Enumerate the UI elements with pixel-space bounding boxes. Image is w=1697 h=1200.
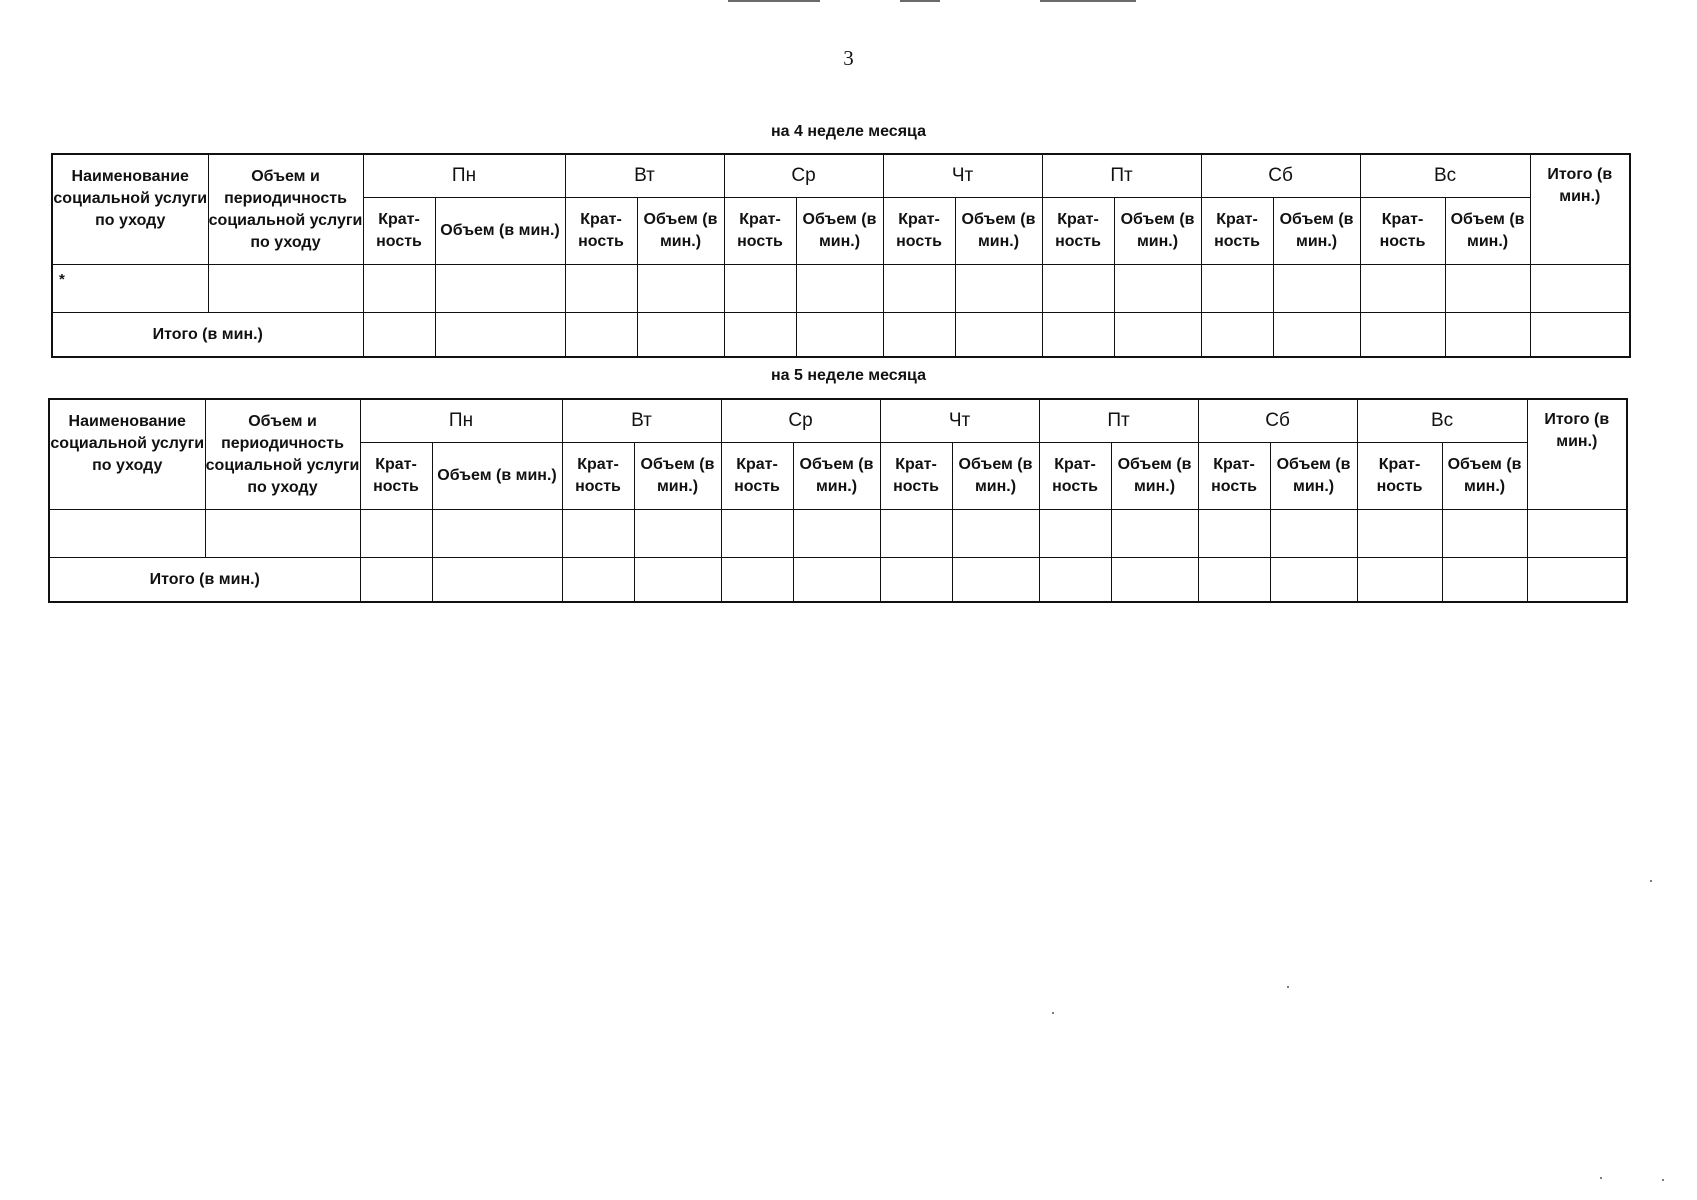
volume-cell bbox=[432, 558, 562, 603]
service-name-cell bbox=[49, 510, 205, 558]
page-number: 3 bbox=[843, 46, 854, 70]
volume-cell bbox=[1445, 313, 1530, 358]
volume-cell bbox=[1445, 265, 1530, 313]
volume-cell bbox=[637, 265, 724, 313]
frequency-cell bbox=[1201, 313, 1273, 358]
volume-cell bbox=[1442, 510, 1527, 558]
frequency-cell bbox=[1042, 265, 1114, 313]
total-cell bbox=[1527, 510, 1627, 558]
frequency-cell bbox=[880, 510, 952, 558]
volume-cell bbox=[435, 313, 565, 358]
frequency-cell bbox=[363, 265, 435, 313]
volume-cell bbox=[796, 313, 883, 358]
total-minutes-header: Итого (в мин.) bbox=[1530, 154, 1630, 265]
table-row bbox=[49, 510, 1627, 558]
scan-speck bbox=[1650, 880, 1652, 882]
day-header-sun: Вс bbox=[1360, 154, 1530, 198]
frequency-cell bbox=[721, 510, 793, 558]
volume-cell bbox=[634, 558, 721, 603]
frequency-header: Крат-ность bbox=[1360, 198, 1445, 265]
volume-cell bbox=[1273, 313, 1360, 358]
frequency-cell bbox=[1357, 510, 1442, 558]
service-name-header: Наименование социальной услуги по уходу bbox=[52, 154, 208, 265]
frequency-cell bbox=[565, 265, 637, 313]
total-row-label: Итого (в мин.) bbox=[52, 313, 363, 358]
week-4-schedule-table bbox=[51, 153, 1631, 358]
day-header-fri: Пт bbox=[1042, 154, 1201, 198]
frequency-header: Крат-ность bbox=[562, 443, 634, 510]
frequency-cell bbox=[1198, 558, 1270, 603]
volume-cell bbox=[952, 558, 1039, 603]
frequency-cell bbox=[363, 313, 435, 358]
volume-cell bbox=[634, 510, 721, 558]
frequency-header: Крат-ность bbox=[360, 443, 432, 510]
day-header-thu: Чт bbox=[883, 154, 1042, 198]
volume-minutes-header: Объем (в мин.) bbox=[952, 443, 1039, 510]
day-header-tue: Вт bbox=[562, 399, 721, 443]
volume-cell bbox=[1270, 558, 1357, 603]
volume-minutes-header: Объем (в мин.) bbox=[796, 198, 883, 265]
frequency-cell bbox=[1039, 558, 1111, 603]
frequency-header: Крат-ность bbox=[363, 198, 435, 265]
volume-cell bbox=[1270, 510, 1357, 558]
total-row bbox=[52, 313, 1630, 358]
frequency-header: Крат-ность bbox=[1201, 198, 1273, 265]
frequency-cell bbox=[1201, 265, 1273, 313]
volume-periodicity-cell bbox=[205, 510, 360, 558]
total-cell bbox=[1527, 558, 1627, 603]
volume-minutes-header: Объем (в мин.) bbox=[955, 198, 1042, 265]
frequency-cell bbox=[880, 558, 952, 603]
frequency-header: Крат-ность bbox=[883, 198, 955, 265]
scan-speck bbox=[1662, 1179, 1664, 1181]
frequency-cell bbox=[1042, 313, 1114, 358]
scan-speck bbox=[1287, 986, 1289, 988]
day-header-sat: Сб bbox=[1201, 154, 1360, 198]
volume-periodicity-header: Объем и периодичность социальной услуги по уходу bbox=[205, 399, 360, 510]
service-name-header: Наименование социальной услуги по уходу bbox=[49, 399, 205, 510]
frequency-header: Крат-ность bbox=[721, 443, 793, 510]
frequency-cell bbox=[1360, 313, 1445, 358]
frequency-cell bbox=[1360, 265, 1445, 313]
volume-periodicity-header: Объем и периодичность социальной услуги по уходу bbox=[208, 154, 363, 265]
frequency-header: Крат-ность bbox=[1357, 443, 1442, 510]
scan-speck bbox=[1052, 1012, 1054, 1014]
frequency-cell bbox=[360, 558, 432, 603]
volume-cell bbox=[1114, 313, 1201, 358]
frequency-header: Крат-ность bbox=[724, 198, 796, 265]
frequency-header: Крат-ность bbox=[880, 443, 952, 510]
volume-minutes-header: Объем (в мин.) bbox=[1270, 443, 1357, 510]
total-cell bbox=[1530, 313, 1630, 358]
day-header-fri: Пт bbox=[1039, 399, 1198, 443]
frequency-cell bbox=[360, 510, 432, 558]
volume-cell bbox=[952, 510, 1039, 558]
week-5-caption: на 5 неделе месяца bbox=[771, 367, 926, 384]
volume-minutes-header: Объем (в мин.) bbox=[793, 443, 880, 510]
frequency-header: Крат-ность bbox=[1198, 443, 1270, 510]
frequency-cell bbox=[724, 265, 796, 313]
volume-minutes-header: Объем (в мин.) bbox=[1273, 198, 1360, 265]
week-5-schedule-table bbox=[48, 398, 1628, 603]
frequency-cell bbox=[562, 510, 634, 558]
volume-cell bbox=[1442, 558, 1527, 603]
volume-cell bbox=[955, 265, 1042, 313]
volume-cell bbox=[955, 313, 1042, 358]
day-header-mon: Пн bbox=[360, 399, 562, 443]
frequency-cell bbox=[883, 313, 955, 358]
frequency-cell bbox=[1198, 510, 1270, 558]
volume-minutes-header: Объем (в мин.) bbox=[1114, 198, 1201, 265]
day-header-sat: Сб bbox=[1198, 399, 1357, 443]
frequency-header: Крат-ность bbox=[1042, 198, 1114, 265]
total-minutes-header: Итого (в мин.) bbox=[1527, 399, 1627, 510]
volume-cell bbox=[435, 265, 565, 313]
frequency-cell bbox=[724, 313, 796, 358]
volume-minutes-header: Объем (в мин.) bbox=[637, 198, 724, 265]
day-header-mon: Пн bbox=[363, 154, 565, 198]
frequency-cell bbox=[721, 558, 793, 603]
total-row bbox=[49, 558, 1627, 603]
day-header-tue: Вт bbox=[565, 154, 724, 198]
day-header-sun: Вс bbox=[1357, 399, 1527, 443]
volume-periodicity-cell bbox=[208, 265, 363, 313]
volume-minutes-header: Объем (в мин.) bbox=[1445, 198, 1530, 265]
scan-speck bbox=[1600, 1177, 1602, 1179]
volume-minutes-header: Объем (в мин.) bbox=[1442, 443, 1527, 510]
volume-cell bbox=[1273, 265, 1360, 313]
volume-cell bbox=[793, 510, 880, 558]
day-header-wed: Ср bbox=[724, 154, 883, 198]
volume-minutes-header: Объем (в мин.) bbox=[634, 443, 721, 510]
frequency-header: Крат-ность bbox=[1039, 443, 1111, 510]
volume-cell bbox=[1111, 558, 1198, 603]
volume-cell bbox=[1114, 265, 1201, 313]
volume-cell bbox=[1111, 510, 1198, 558]
total-row-label: Итого (в мин.) bbox=[49, 558, 360, 603]
volume-minutes-header: Объем (в мин.) bbox=[432, 443, 562, 510]
frequency-cell bbox=[883, 265, 955, 313]
service-name-cell: * bbox=[52, 265, 208, 313]
frequency-cell bbox=[565, 313, 637, 358]
day-header-wed: Ср bbox=[721, 399, 880, 443]
volume-cell bbox=[793, 558, 880, 603]
frequency-cell bbox=[562, 558, 634, 603]
volume-minutes-header: Объем (в мин.) bbox=[435, 198, 565, 265]
total-cell bbox=[1530, 265, 1630, 313]
week-4-caption: на 4 неделе месяца bbox=[771, 123, 926, 140]
volume-minutes-header: Объем (в мин.) bbox=[1111, 443, 1198, 510]
volume-cell bbox=[796, 265, 883, 313]
volume-cell bbox=[432, 510, 562, 558]
scan-mark bbox=[900, 0, 940, 2]
frequency-header: Крат-ность bbox=[565, 198, 637, 265]
frequency-cell bbox=[1039, 510, 1111, 558]
frequency-cell bbox=[1357, 558, 1442, 603]
table-row bbox=[52, 265, 1630, 313]
scan-mark bbox=[728, 0, 820, 2]
scan-mark bbox=[1040, 0, 1136, 2]
day-header-thu: Чт bbox=[880, 399, 1039, 443]
volume-cell bbox=[637, 313, 724, 358]
